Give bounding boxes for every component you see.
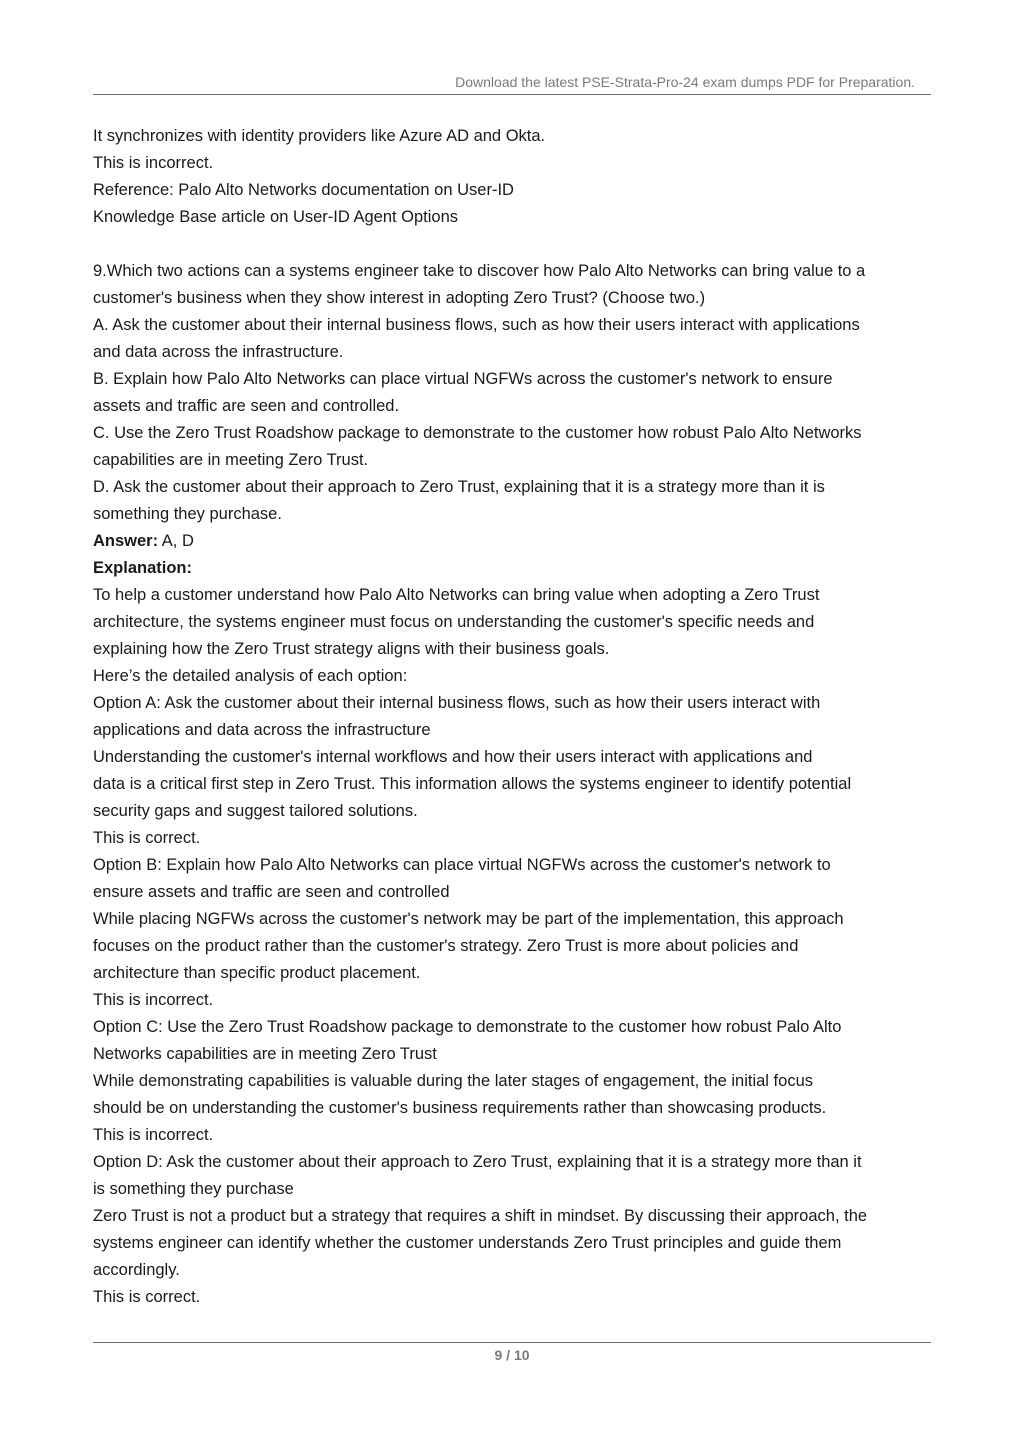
text-line: To help a customer understand how Palo Alto Networks can bring value when adopting a Zero Trust [93, 586, 820, 604]
option-b-heading: ensure assets and traffic are seen and controlled [93, 883, 450, 901]
option-d-explanation: accordingly. [93, 1261, 180, 1279]
option-a-explanation: security gaps and suggest tailored solutions. [93, 802, 418, 820]
option-c-heading: Option C: Use the Zero Trust Roadshow package to demonstrate to the customer how robust Palo Alto [93, 1018, 842, 1036]
option-d-heading: is something they purchase [93, 1180, 294, 1198]
option-d-explanation: systems engineer can identify whether the customer understands Zero Trust principles and guide them [93, 1234, 842, 1252]
text-line: This is incorrect. [93, 154, 214, 172]
option-c-explanation: While demonstrating capabilities is valuable during the later stages of engagement, the initial focus [93, 1072, 813, 1090]
option-b-verdict: This is incorrect. [93, 991, 214, 1009]
page-footer [93, 1342, 931, 1363]
answer-options [93, 312, 933, 528]
option-b-explanation: focuses on the product rather than the customer's strategy. Zero Trust is more about policies and [93, 937, 799, 955]
previous-question-tail [93, 123, 933, 231]
text-line: It synchronizes with identity providers like Azure AD and Okta. [93, 127, 546, 145]
answer-value: A, D [158, 532, 194, 550]
question-text: customer's business when they show interest in adopting Zero Trust? (Choose two.) [93, 289, 706, 307]
header-text: Download the latest PSE-Strata-Pro-24 exam dumps PDF for Preparation. [455, 74, 915, 90]
option-a-verdict: This is correct. [93, 829, 201, 847]
explanation [93, 555, 933, 1311]
option-a-heading: Option A: Ask the customer about their internal business flows, such as how their users interact with [93, 694, 821, 712]
option-b-explanation: While placing NGFWs across the customer's network may be part of the implementation, this approach [93, 910, 844, 928]
page-content [93, 123, 933, 1311]
option-c: C. Use the Zero Trust Roadshow package to demonstrate to the customer how robust Palo Alto Networks [93, 424, 862, 442]
option-d: something they purchase. [93, 505, 282, 523]
paragraph-gap [93, 231, 933, 258]
page-header [93, 72, 931, 95]
text-line: Reference: Palo Alto Networks documentation on User-ID [93, 181, 514, 199]
explanation-label: Explanation: [93, 559, 193, 577]
option-c: capabilities are in meeting Zero Trust. [93, 451, 369, 469]
text-line: Here’s the detailed analysis of each option: [93, 667, 408, 685]
question-9 [93, 258, 933, 312]
option-a-explanation: data is a critical first step in Zero Trust. This information allows the systems engineer to identify potential [93, 775, 852, 793]
page-number: 9 / 10 [494, 1347, 530, 1363]
option-a: and data across the infrastructure. [93, 343, 344, 361]
option-d-verdict: This is correct. [93, 1288, 201, 1306]
option-b: assets and traffic are seen and controlled. [93, 397, 400, 415]
option-d: D. Ask the customer about their approach to Zero Trust, explaining that it is a strategy more than it is [93, 478, 825, 496]
option-c-heading: Networks capabilities are in meeting Zero Trust [93, 1045, 437, 1063]
option-d-explanation: Zero Trust is not a product but a strategy that requires a shift in mindset. By discussing their approach, the [93, 1207, 868, 1225]
option-a-explanation: Understanding the customer's internal workflows and how their users interact with applications and [93, 748, 813, 766]
text-line: Knowledge Base article on User-ID Agent Options [93, 208, 459, 226]
answer-line [93, 528, 933, 555]
text-line: explaining how the Zero Trust strategy aligns with their business goals. [93, 640, 610, 658]
option-c-verdict: This is incorrect. [93, 1126, 214, 1144]
option-c-explanation: should be on understanding the customer's business requirements rather than showcasing products. [93, 1099, 827, 1117]
text-line: architecture, the systems engineer must focus on understanding the customer's specific needs and [93, 613, 815, 631]
option-a: A. Ask the customer about their internal business flows, such as how their users interact with applications [93, 316, 860, 334]
option-b: B. Explain how Palo Alto Networks can place virtual NGFWs across the customer's network to ensure [93, 370, 833, 388]
question-text: 9.Which two actions can a systems engineer take to discover how Palo Alto Networks can bring value to a [93, 262, 866, 280]
answer-label: Answer: [93, 532, 159, 550]
option-d-heading: Option D: Ask the customer about their approach to Zero Trust, explaining that it is a strategy more than it [93, 1153, 862, 1171]
option-b-explanation: architecture than specific product placement. [93, 964, 421, 982]
option-b-heading: Option B: Explain how Palo Alto Networks can place virtual NGFWs across the customer's network to [93, 856, 831, 874]
option-a-heading: applications and data across the infrastructure [93, 721, 431, 739]
